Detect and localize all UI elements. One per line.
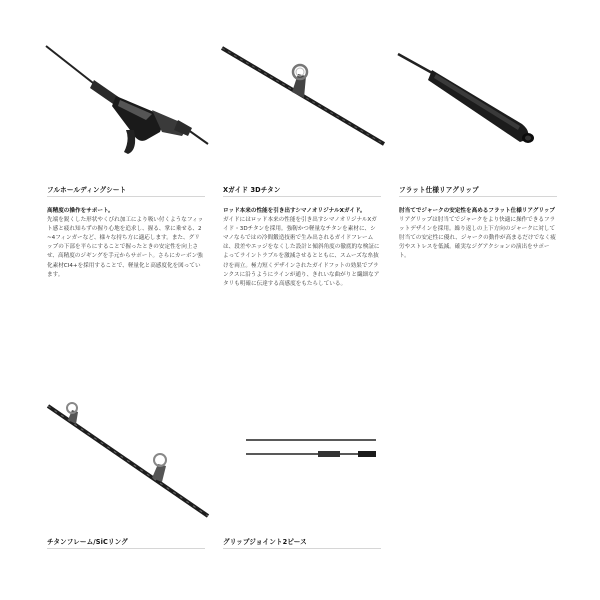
titanium-guides-photo bbox=[42, 396, 212, 536]
feature-lead: 肘当てでジャークの安定性を高めるフラット仕様リアグリップ bbox=[399, 208, 556, 214]
feature-title: チタンフレーム/SiCリング bbox=[47, 538, 128, 546]
feature-title: グリップジョイント2ピース bbox=[223, 538, 307, 546]
rear-grip-photo bbox=[394, 40, 564, 180]
feature-description bbox=[223, 207, 381, 289]
divider bbox=[223, 196, 381, 197]
grip-joint-rod-photo bbox=[218, 396, 388, 536]
feature-title: フラット仕様リアグリップ bbox=[399, 186, 479, 194]
feature-lead: 高精度の操作をサポート。 bbox=[47, 208, 114, 214]
divider bbox=[47, 548, 205, 549]
feature-body: リアグリップは肘当てでジャークをより快適に操作できるフラットデザインを採用。繰り返しの上下方向のジャークに対して肘当ての安定性に優れ、ジャークの動作が高まるだけでなく疲労やストレスを低減。確実なジグアクションの演出をサポート。 bbox=[399, 217, 556, 260]
reel-seat-photo bbox=[42, 40, 212, 180]
feature-body: ガイドにはロッド本来の性能を引き出すシマノオリジナルXガイド・3Dチタンを採用。強靭かつ軽量なチタンを素材に、シマノならではの冷間鍛造技術で生み出されるガイドフレームは、段差やエッジをなくした設計と傾斜角度の徹底的な検証によってライントラブルを激減させるとともに、スムーズな糸抜けを両立。極力短くデザインされたガイドフットの効果でブランクスに沿うようにラインが通り、きれいな曲がりと繊細なアタリも明確に伝達する高感度をもたらしている。 bbox=[223, 217, 380, 287]
divider bbox=[223, 548, 381, 549]
divider bbox=[399, 196, 557, 197]
feature-title: フルホールディングシート bbox=[47, 186, 127, 194]
feature-body: 先端を鋭くした形状やくびれ加工により吸い付くようなフィット感と疲れ知らずの握り心地を追求し、握る、掌に乗せる、2~4フィンガーなど、様々な持ち方に適応します。また、グリップの下部を平らにすることで握ったときの安定性を向上させ、高精度のジギングを手元からサポート。さらにカーボン強化素材CI4+を採用することで、軽量化と高感度化を図っています。 bbox=[47, 217, 204, 278]
x-guide-photo bbox=[218, 40, 388, 180]
feature-description bbox=[399, 207, 557, 262]
divider bbox=[47, 196, 205, 197]
feature-description bbox=[47, 207, 205, 280]
feature-lead: ロッド本来の性能を引き出すシマノオリジナルXガイド。 bbox=[223, 208, 366, 214]
feature-title: Xガイド 3Dチタン bbox=[223, 186, 281, 194]
